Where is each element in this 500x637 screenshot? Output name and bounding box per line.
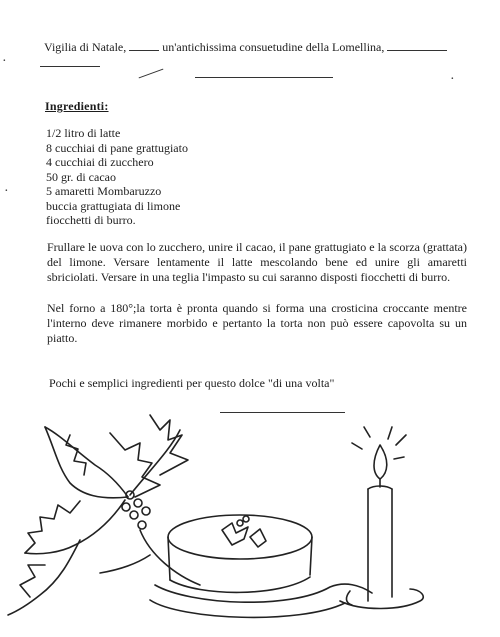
divider: [40, 66, 100, 67]
list-item: buccia grattugiata di limone: [46, 198, 181, 213]
scan-speck: ·: [4, 184, 9, 199]
illustration: [0, 405, 500, 637]
divider: [139, 69, 164, 79]
list-item: 5 amaretti Mombaruzzo: [46, 184, 162, 198]
blank-line: [129, 40, 159, 51]
candle-icon: [340, 427, 423, 609]
list-item: fiocchetti di burro.: [46, 213, 136, 227]
scan-speck: ·: [2, 54, 7, 69]
header-line: [44, 40, 447, 55]
instructions-paragraph-2: Nel forno a 180°;la torta è pronta quando si forma una crosticina croccante mentre l'interno deve rimanere morbido e pertanto la torta non può essere capovolta su un piatto.: [47, 301, 467, 345]
header-title: Vigilia di Natale,: [44, 40, 127, 54]
tagline: Pochi e semplici ingredienti per questo dolce "di una volta": [49, 376, 335, 390]
ingredients-list: [46, 126, 188, 228]
blank-line: [387, 40, 447, 51]
holly-icon: [8, 415, 200, 615]
header-subtitle: un'antichissima consuetudine della Lomellina,: [162, 40, 385, 54]
instructions-paragraph-1: Frullare le uova con lo zucchero, unire il cacao, il pane grattugiato e la scorza (grattata) del limone. Versare lentamente il latte mescolando bene ed unire gli amaretti sbriciolati. Versare in una teglia l'impasto su cui saranno disposti fiocchetti di burro.: [47, 240, 467, 284]
ingredients-heading: Ingredienti:: [45, 99, 109, 113]
list-item: 8 cucchiai di pane grattugiato: [46, 140, 188, 155]
divider: [195, 77, 333, 78]
scan-speck: ·: [450, 72, 455, 87]
list-item: 1/2 litro di latte: [46, 126, 121, 140]
cake-icon: [150, 515, 372, 617]
list-item: 50 gr. di cacao: [46, 169, 116, 184]
list-item: 4 cucchiai di zucchero: [46, 155, 154, 169]
